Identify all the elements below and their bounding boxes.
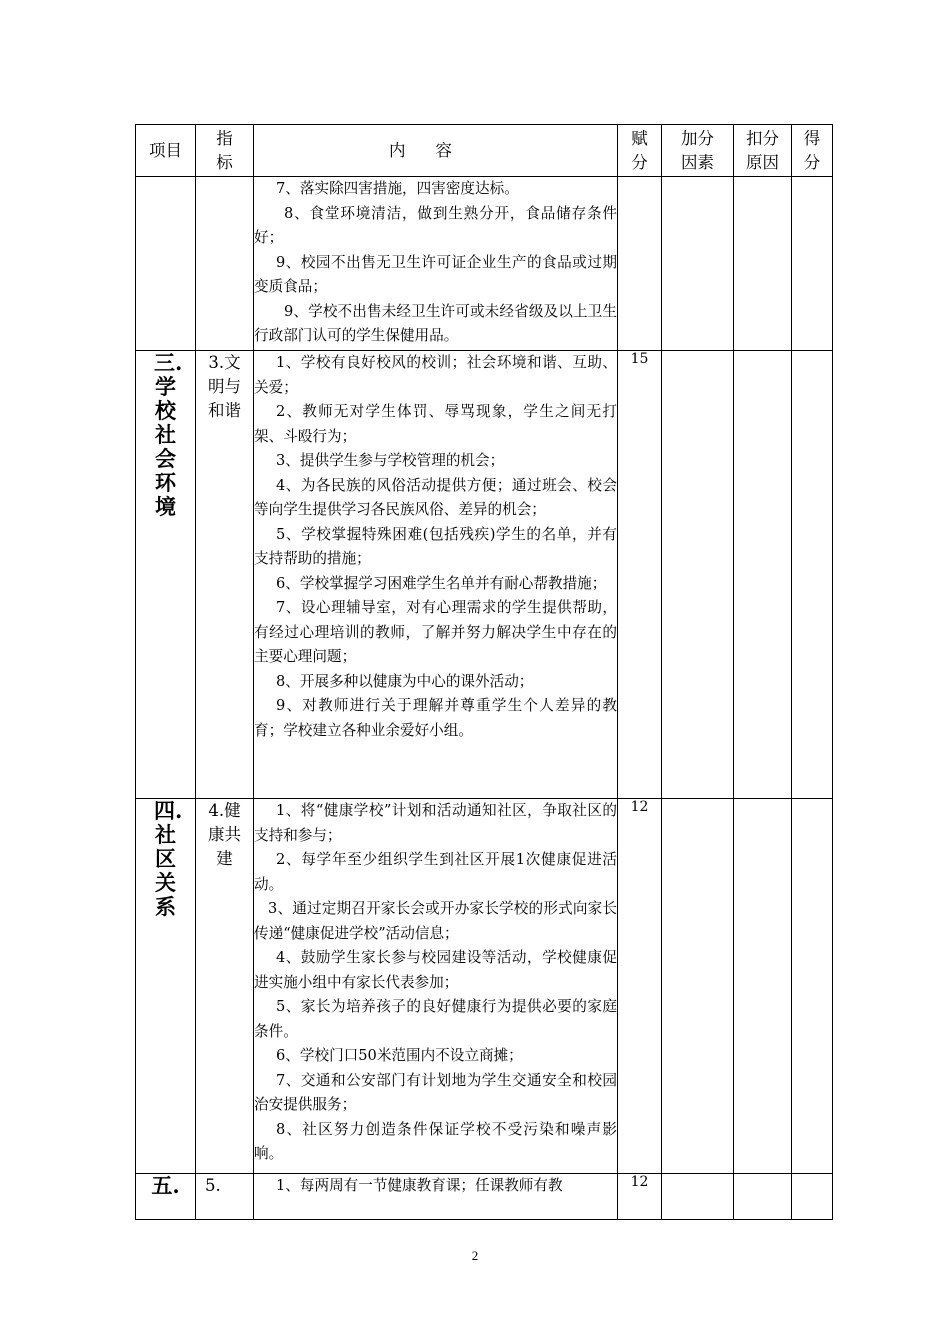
content-item: 1、每两周有一节健康教育课；任课教师有教 xyxy=(276,1177,563,1194)
points-cell: 15 xyxy=(618,351,662,799)
project-cell: 五. xyxy=(136,1174,196,1220)
indicator-cell: 4.健康共建 xyxy=(196,799,254,1174)
content-item: 8、开展多种以健康为中心的课外活动； xyxy=(276,672,534,690)
indicator-cell xyxy=(196,177,254,351)
header-indicator: 指标 xyxy=(196,125,254,177)
header-points: 赋分 xyxy=(618,125,662,177)
content-item: 2、教师无对学生体罚、辱骂现象，学生之间无打架、斗殴行为； xyxy=(254,403,617,445)
content-cell xyxy=(254,351,618,799)
score-cell xyxy=(792,351,833,799)
header-deduction: 扣分原因 xyxy=(734,125,792,177)
bonus-cell xyxy=(662,351,734,799)
table-row xyxy=(136,799,833,1174)
content-item: 3、提供学生参与学校管理的机会； xyxy=(276,452,505,469)
deduction-cell xyxy=(734,1174,792,1220)
bonus-cell xyxy=(662,1174,734,1220)
content-item: 7、落实除四害措施，四害密度达标。 xyxy=(276,180,519,197)
table-row xyxy=(136,177,833,351)
table-row xyxy=(136,351,833,799)
indicator-cell: 3.文明与和谐 xyxy=(196,351,254,799)
content-item: 7、交通和公安部门有计划地为学生交通安全和校园治安提供服务； xyxy=(254,1071,617,1113)
header-content: 内容 xyxy=(254,125,618,177)
content-cell xyxy=(254,1174,618,1220)
header-bonus: 加分因素 xyxy=(662,125,734,177)
indicator-cell: 5. xyxy=(196,1174,254,1220)
score-cell xyxy=(792,177,833,351)
content-item: 5、家长为培养孩子的良好健康行为提供必要的家庭条件。 xyxy=(254,998,617,1040)
content-item: 5、学校掌握特殊困难(包括残疾)学生的名单，并有支持帮助的措施； xyxy=(254,525,617,567)
content-item: 2、每学年至少组织学生到社区开展1次健康促进活动。 xyxy=(254,851,617,893)
bonus-cell xyxy=(662,799,734,1174)
content-item: 9、学校不出售未经卫生许可或未经省级及以上卫生行政部门认可的学生保健用品。 xyxy=(254,302,617,344)
table-row xyxy=(136,1174,833,1220)
project-cell: 四.社区关系 xyxy=(136,799,196,1174)
page-number: 2 xyxy=(471,1248,479,1263)
content-item: 9、校园不出售无卫生许可证企业生产的食品或过期变质食品； xyxy=(254,253,617,295)
content-item: 1、学校有良好校风的校训；社会环境和谐、互助、关爱； xyxy=(254,354,617,396)
header-row xyxy=(136,125,833,177)
content-item: 4、为各民族的风俗活动提供方便；通过班会、校会等向学生提供学习各民族风俗、差异的机会； xyxy=(254,476,617,518)
content-item: 7、设心理辅导室，对有心理需求的学生提供帮助，有经过心理培训的教师，了解并努力解决学生中存在的主要心理问题； xyxy=(254,599,617,665)
project-cell: 三.学校社会环境 xyxy=(136,351,196,799)
content-item: 4、鼓励学生家长参与校园建设等活动，学校健康促进实施小组中有家长代表参加； xyxy=(254,949,617,991)
deduction-cell xyxy=(734,177,792,351)
deduction-cell xyxy=(734,351,792,799)
content-item: 8、社区努力创造条件保证学校不受污染和噪声影响。 xyxy=(254,1120,617,1162)
bonus-cell xyxy=(662,177,734,351)
points-cell: 12 xyxy=(618,799,662,1174)
score-cell xyxy=(792,1174,833,1220)
header-project: 项目 xyxy=(136,125,196,177)
content-item: 6、学校掌握学习困难学生名单并有耐心帮教措施； xyxy=(276,574,607,592)
content-item: 9、对教师进行关于理解并尊重学生个人差异的教育；学校建立各种业余爱好小组。 xyxy=(254,697,617,739)
content-cell xyxy=(254,799,618,1174)
content-item: 1、将“健康学校”计划和活动通知社区，争取社区的支持和参与； xyxy=(254,802,617,844)
evaluation-table xyxy=(135,124,833,1220)
project-cell xyxy=(136,177,196,351)
content-item: 8、食堂环境清洁，做到生熟分开，食品储存条件好； xyxy=(254,204,617,246)
content-item: 3、通过定期召开家长会或开办家长学校的形式向家长传递“健康促进学校”活动信息； xyxy=(254,900,617,942)
content-item: 6、学校门口50米范围内不设立商摊； xyxy=(276,1047,523,1064)
header-score: 得分 xyxy=(792,125,833,177)
deduction-cell xyxy=(734,799,792,1174)
score-cell xyxy=(792,799,833,1174)
content-cell xyxy=(254,177,618,351)
points-cell: 12 xyxy=(618,1174,662,1220)
points-cell xyxy=(618,177,662,351)
